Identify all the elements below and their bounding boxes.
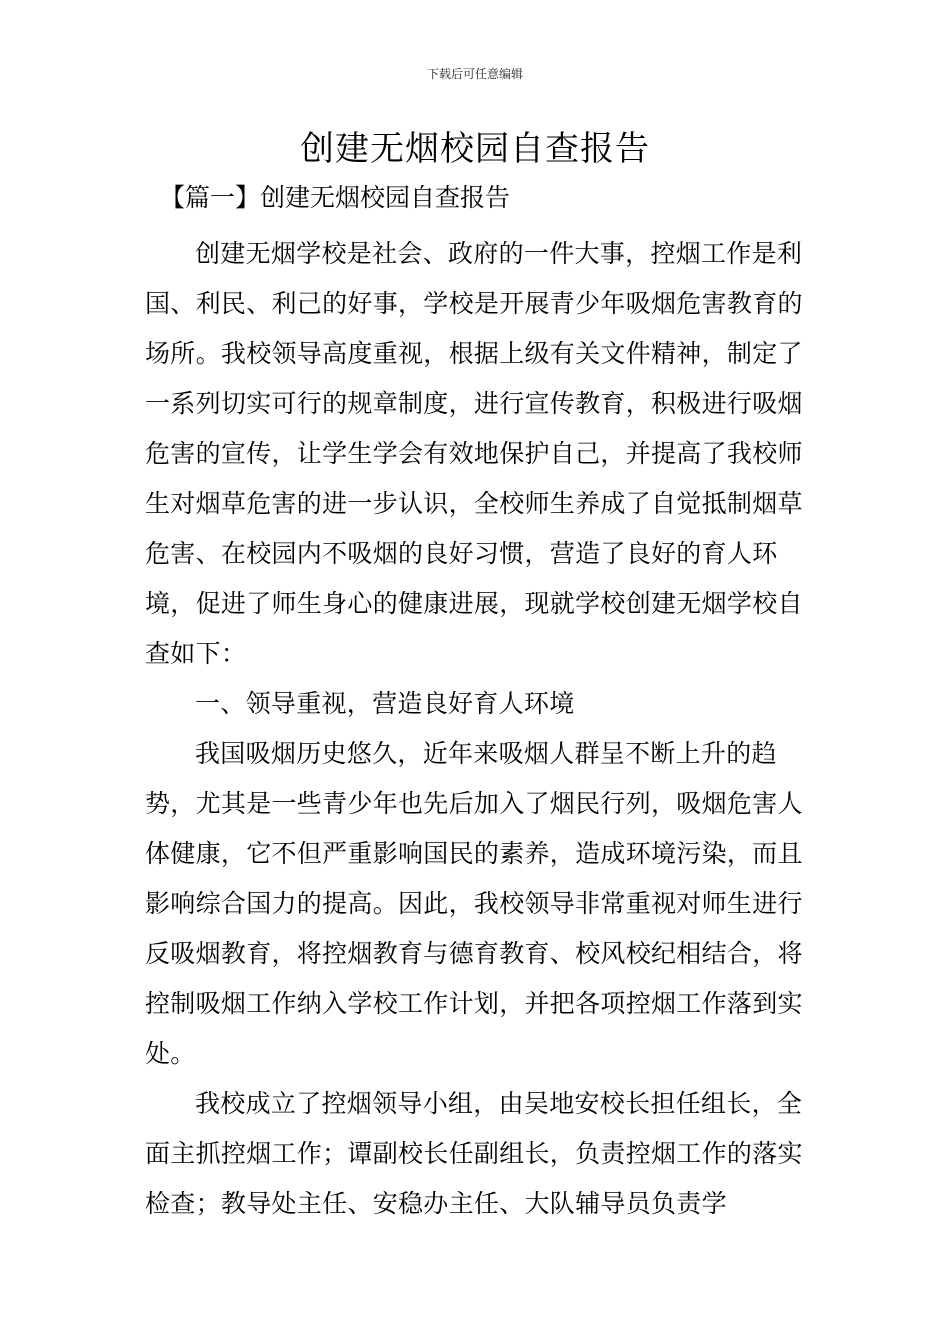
paragraph-intro: 创建无烟学校是社会、政府的一件大事，控烟工作是利国、利民、利己的好事，学校是开展青少年吸烟危害教育的场所。我校领导高度重视，根据上级有关文件精神，制定了一系列切实可行的规章制度，进行宣传教育，积极进行吸烟危害的宣传，让学生学会有效地保护自己，并提高了我校师生对烟草危害的进一步认识，全校师生养成了自觉抵制烟草危害、在校园内不吸烟的良好习惯，营造了良好的育人环境，促进了师生身心的健康进展，现就学校创建无烟学校自查如下： (145, 239, 803, 668)
paragraph-background: 我国吸烟历史悠久，近年来吸烟人群呈不断上升的趋势，尤其是一些青少年也先后加入了烟民行列，吸烟危害人体健康，它不但严重影响国民的素养，造成环境污染，而且影响综合国力的提高。因此，我校领导非常重视对师生进行反吸烟教育，将控烟教育与德育教育、校风校纪相结合，将控制吸烟工作纳入学校工作计划，并把各项控烟工作落到实处。 (145, 739, 803, 1068)
document-body (145, 229, 807, 1229)
paragraph-leadership-group: 我校成立了控烟领导小组，由吴地安校长担任组长，全面主抓控烟工作；谭副校长任副组长，负责控烟工作的落实检查；教导处主任、安稳办主任、大队辅导员负责学 (145, 1089, 803, 1218)
paragraph-subheading: 一、领导重视，营造良好育人环境 (195, 689, 575, 718)
header-note: 下载后可任意编辑 (426, 67, 523, 81)
document-title: 创建无烟校园自查报告 (300, 129, 650, 169)
section-heading: 【篇一】创建无烟校园自查报告 (160, 183, 511, 212)
